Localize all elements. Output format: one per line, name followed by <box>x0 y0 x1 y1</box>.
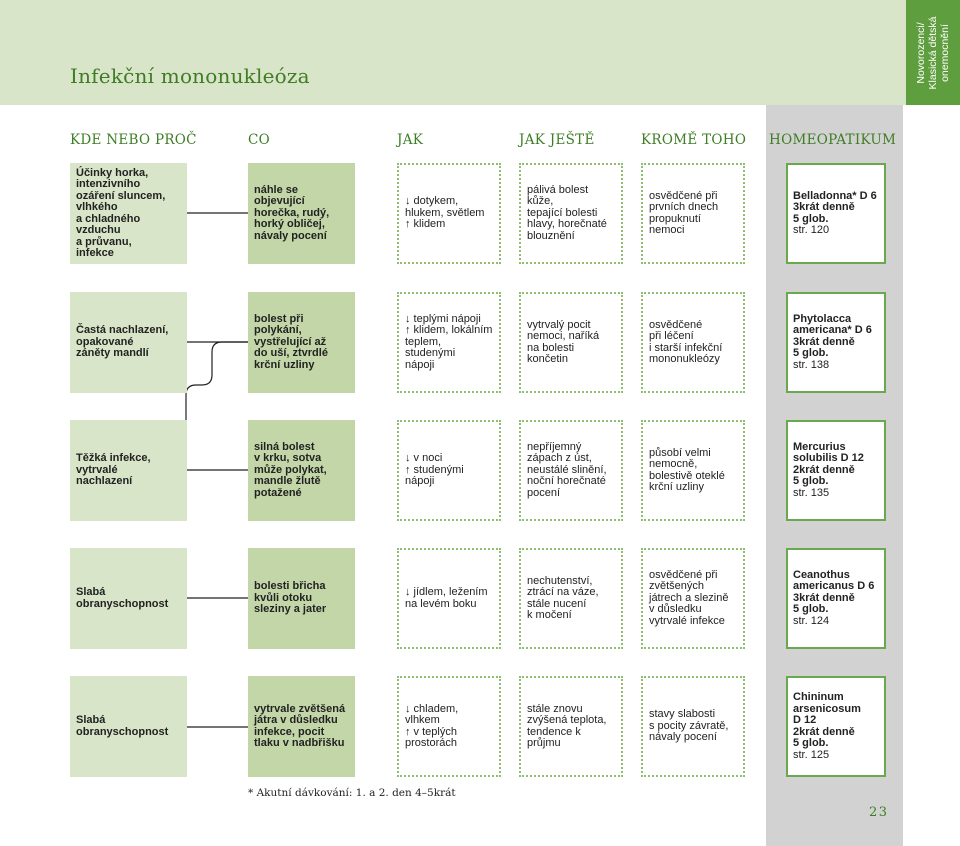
row-3-kde-cell <box>70 420 187 521</box>
section-tab-label: Novorozenci/ Klasická dětská onemocnění <box>915 16 951 89</box>
row-1-kde-text: Účinky horka, intenzivního ozáření sluncem, vlhkého a chladného vzduchu a průvanu, infekce <box>76 166 166 259</box>
row-5-krome-toho-text: stavy slabosti s pocity závratě, návaly pocení <box>649 708 729 744</box>
row-4-jak-cell <box>397 548 501 649</box>
row-4-krome-toho-text: osvědčené při zvětšených játrech a slezině v důsledku vytrvalé infekce <box>649 568 729 627</box>
row-2-remedy-name: Phytolacca americana* D 6 3krát denně 5 glob. <box>793 312 872 360</box>
row-4-co-text: bolesti břicha kvůli otoku sleziny a jater <box>254 580 327 616</box>
row-3-jak-jeste-text: nepříjemný zápach z úst, neustálé slinění, noční horečnaté pocení <box>527 440 607 499</box>
row-3-jak-cell <box>397 420 501 521</box>
row-3-jak-text: ↓ v noci ↑ studenými nápoji <box>405 452 464 488</box>
row-4-krome-toho-cell <box>641 548 745 649</box>
row-5-kde-text: Slabá obranyschopnost <box>76 714 169 738</box>
column-header-jak-jeste: JAK JEŠTĚ <box>519 132 595 148</box>
row-3-kde-text: Těžká infekce, vytrvalé nachlazení <box>76 452 151 488</box>
row-4-remedy-page: str. 124 <box>793 614 830 627</box>
row-5-remedy-page: str. 125 <box>793 748 830 761</box>
column-header-homeopatikum: HOMEOPATIKUM <box>769 132 897 148</box>
row-2-kde-text: Častá nachlazení, opakované záněty mandlí <box>76 324 169 360</box>
row-4-jak-text: ↓ jídlem, ležením na levém boku <box>405 586 488 610</box>
row-5-krome-toho-cell <box>641 676 745 777</box>
row-2-jak-text: ↓ teplými nápoji ↑ klidem, lokálním teplem, studenými nápoji <box>405 312 493 371</box>
row-2-co-text: bolest při polykání, vystřelující až do uší, ztvrdlé krční uzliny <box>254 312 328 371</box>
row-1-krome-toho-cell <box>641 163 745 264</box>
row-4-co-cell <box>248 548 355 649</box>
column-header-kde: KDE NEBO PROČ <box>70 132 197 148</box>
row-5-homeopatikum-cell <box>786 676 886 777</box>
row-1-jak-text: ↓ dotykem, hlukem, světlem ↑ klidem <box>405 195 485 231</box>
row-4-kde-text: Slabá obranyschopnost <box>76 586 169 610</box>
row-5-co-text: vytrvale zvětšená játra v důsledku infekce, pocit tlaku v nadbřišku <box>254 702 346 749</box>
row-1-co-cell <box>248 163 355 264</box>
row-2-jak-cell <box>397 292 501 393</box>
row-1-jak-jeste-text: pálivá bolest kůže, tepající bolesti hlavy, horečnaté blouznění <box>527 183 607 242</box>
row-1-homeopatikum-cell <box>786 163 886 264</box>
row-3-co-text: silná bolest v krku, sotva může polykat, mandle žlutě potažené <box>254 440 327 499</box>
column-header-co: CO <box>248 132 270 148</box>
row-5-jak-cell <box>397 676 501 777</box>
row-3-remedy-page: str. 135 <box>793 486 830 499</box>
row-1-remedy-name: Belladonna* D 6 3krát denně 5 glob. <box>793 189 877 225</box>
row-3-homeopatikum-cell <box>786 420 886 521</box>
connector-curve <box>186 342 248 460</box>
row-2-krome-toho-cell <box>641 292 745 393</box>
row-2-kde-cell <box>70 292 187 393</box>
row-5-jak-jeste-text: stále znovu zvýšená teplota, tendence k průjmu <box>527 702 607 749</box>
row-5-co-cell <box>248 676 355 777</box>
row-5-remedy-name: Chininum arsenicosum D 12 2krát denně 5 glob. <box>793 691 861 749</box>
row-4-kde-cell <box>70 548 187 649</box>
row-3-co-cell <box>248 420 355 521</box>
row-1-krome-toho-text: osvědčené při prvních dnech propuknutí nemoci <box>649 189 719 236</box>
page-title: Infekční mononukleóza <box>70 64 310 88</box>
row-1-jak-cell <box>397 163 501 264</box>
row-5-jak-text: ↓ chladem, vlhkem ↑ v teplých prostorách <box>405 702 459 749</box>
row-1-jak-jeste-cell <box>519 163 623 264</box>
row-5-jak-jeste-cell <box>519 676 623 777</box>
row-3-remedy-name: Mercurius solubilis D 12 2krát denně 5 glob. <box>793 440 864 488</box>
row-2-krome-toho-text: osvědčené při léčení i starší infekční mononukleózy <box>649 318 723 365</box>
column-header-krome-toho: KROMĚ TOHO <box>641 132 747 148</box>
row-1-co-text: náhle se objevující horečka, rudý, horký obličej, návaly pocení <box>254 183 330 242</box>
row-1-remedy-page: str. 120 <box>793 224 830 236</box>
row-2-remedy-page: str. 138 <box>793 358 830 371</box>
row-5-kde-cell <box>70 676 187 777</box>
row-2-jak-jeste-text: vytrvalý pocit nemoci, naříká na bolesti končetin <box>527 318 600 365</box>
dosage-footnote: * Akutní dávkování: 1. a 2. den 4–5krát <box>248 787 456 799</box>
column-header-jak: JAK <box>397 132 424 148</box>
row-3-jak-jeste-cell <box>519 420 623 521</box>
row-3-krome-toho-cell <box>641 420 745 521</box>
row-1-kde-cell <box>70 163 187 264</box>
row-4-remedy-name: Ceanothus americanus D 6 3krát denně 5 glob. <box>793 568 875 616</box>
row-4-homeopatikum-cell <box>786 548 886 649</box>
row-3-krome-toho-text: působí velmi nemocně, bolestivě oteklé krční uzliny <box>649 446 725 493</box>
row-2-co-cell <box>248 292 355 393</box>
page-number: 23 <box>869 805 889 820</box>
row-2-jak-jeste-cell <box>519 292 623 393</box>
row-2-homeopatikum-cell <box>786 292 886 393</box>
row-4-jak-jeste-text: nechutenství, ztrácí na váze, stále nucení k močení <box>527 574 599 621</box>
row-4-jak-jeste-cell <box>519 548 623 649</box>
